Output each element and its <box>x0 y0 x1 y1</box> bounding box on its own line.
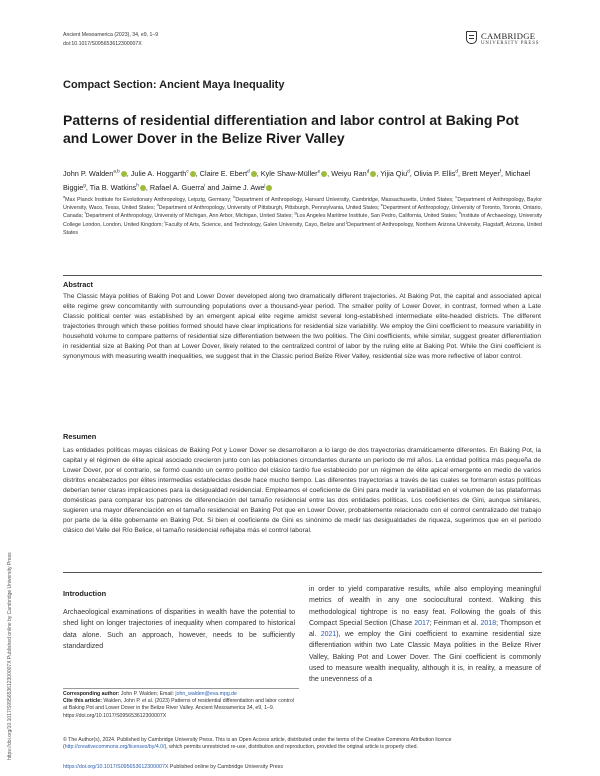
orcid-icon[interactable] <box>264 182 272 191</box>
cambridge-shield-icon <box>466 31 477 44</box>
author-name[interactable]: Kyle Shaw-Müller$^e$ <box>261 169 327 178</box>
affiliations <box>63 196 542 237</box>
intro-text-4: ), we employ the Gini coefficient to examine residential size differentiation within two Late Classic Maya polities in the Belize River Valley, Baking Pot and Lower Dover. The Gini coefficient is commonly used to measure wealth inequality, although it is, in reality, a measure of the unevenness of a <box>309 631 542 684</box>
corresponding-author: Corresponding author: John P. Walden; Email: john_walden@eva.mpg.de <box>63 691 237 697</box>
author-affiliation-marker: i <box>204 182 206 188</box>
orcid-icon[interactable] <box>370 171 376 177</box>
publisher-subtitle: UNIVERSITY PRESS <box>481 41 540 46</box>
affiliation-text: Max Planck Institute for Evolutionary Anthropology, Leipzig, Germany; <box>65 197 234 203</box>
copyright-notice: © The Author(s), 2024. Published by Cambridge University Press. This is an Open Access article, distributed under the terms of the Creative Commons Attribution licence (http://creativecommons.org/licenses/by/4.0/), which permits unrestricted re-use, distribution and reproduction, provided the original article is properly cited. <box>63 737 452 751</box>
affiliation-marker: j <box>346 219 348 224</box>
footer-doi-link[interactable]: https://doi.org/10.1017/S095653612300007X <box>63 764 169 770</box>
author-affiliation-marker: c <box>186 168 189 174</box>
author-affiliation-marker: d <box>247 168 250 174</box>
affiliation-text: Faculty of Arts, Science, and Technology, Galen University, Cayo, Belize and <box>165 221 347 228</box>
affiliation-text: Los Angeles Maritime Institute, San Pedro, California, United States; <box>296 213 459 220</box>
publisher-name: CAMBRIDGE <box>481 31 536 41</box>
orcid-icon[interactable] <box>321 171 327 177</box>
author-name[interactable]: Claire E. Ebert$^d$ <box>200 169 257 178</box>
abstract-heading: Abstract <box>63 280 93 289</box>
author-name[interactable]: Michael Biggie$^g$ <box>63 169 531 193</box>
resumen-text: Las entidades políticas mayas clásicas de Baking Pot y Lower Dover se desarrollaron a lo largo de dos trayectorias dramáticamente diferentes. En Baking Pot, la capital y el régimen de élite apical asociado crecieron junto con las poblaciones circundantes durante un período de mil años. La entidad política más pequeña de Lower Dover, por el contrario, se formó cuando un centro político del clásico tardío fue establecido por un régimen de élite apical emergente en medio de varios distritos encabezados por élites intermedias establecidas desde hace mucho tiempo. Las diferentes trayectorias a través de las cuales se formaron estas políticas deberían tener claras implicaciones para la desigualdad residencial. Empleamos el coeficiente de Gini para medir la variabilidad en el volumen de las plataformas domésticas para comparar los patrones de diferenciación del tamaño residencial entre las dos entidades políticas. Los coeficientes de Gini, aunque similares, sugieren una mayor diferenciación en el tamaño residencial en Baking Pot que en Lower Dover, probablemente relacionado con el control centralizado del trabajo por parte de la élite gobernante en Baking Pot. Si bien el coeficiente de Gini es sinónimo de medir las desigualdades de riqueza, sugerimos que en el período clásico del Valle del Río Belice, el tamaño residencial reflejaba más el control laboral. <box>63 447 541 534</box>
abstract-bottom-rule <box>63 572 542 573</box>
affiliation-marker: a <box>63 195 66 200</box>
abstract-text: The Classic Maya polities of Baking Pot and Lower Dover developed along two dramatically different trajectories. At Baking Pot, the capital and associated apical elite regime grew concomitantly with surrounding populations over a thousand-year period. The smaller polity of Lower Dover, in contrast, formed when a Late Classic political center was established by an emergent apical elite regime amidst several long-established intermediate elite-headed districts. The different trajectories through which these polities formed should have clear implications for residential size variability. We employ the Gini coefficient to measure variability in household volume to compare patterns of residential size differentiation between the two polities. The Gini coefficients, while similar, suggest greater differentiation in residential size at Baking Pot than at Lower Dover, likely related to the centralized control of labor by the ruling elite at Baking Pot. While the Gini coefficient is synonymous with measuring wealth inequalities, we suggest that in the Classic period Belize River Valley, residential size was more reflective of labor control. <box>63 293 541 360</box>
orcid-icon[interactable] <box>251 171 257 177</box>
intro-text-1: in order to yield comparative results, while also employing meaningful metrics of wealth in any one sociocultural context. Walking this methodological tightrope is no easy feat. Following the goals of this Compact Special Section (Chase <box>309 586 541 627</box>
citation-feinman[interactable]: 2018 <box>480 619 497 627</box>
affiliation-text: Department of Anthropology, University of Michigan, Ann Arbor, Michigan, United States; <box>85 213 295 220</box>
intro-text-2: ; Feinman et al. <box>429 619 481 627</box>
affiliation-marker: b <box>233 195 236 200</box>
author-name[interactable]: Weiyu Ran$^d$ <box>331 169 376 178</box>
affiliation-text: Department of Anthropology, Baylor University, Waco, Texas, United States; <box>63 197 542 212</box>
intro-text-3: ; Thompson et al. <box>309 619 541 639</box>
section-label: Compact Section: Ancient Maya Inequality <box>63 79 285 91</box>
affiliation-text: Department of Anthropology, Northern Arizona University, Flagstaff, Arizona, United States <box>63 221 542 236</box>
cite-this-article: Cite this article: Walden, John P. et al. (2023) Patterns of residential differentiation and labor control at Baking Pot and Lower Dover in the Belize River Valley. Ancient Mesoamerica 34, e9, 1–9. https://doi.org/10.1017/S095653612300007X <box>63 698 294 719</box>
side-watermark: https://doi.org/10.1017/S095653612300007X Published online by Cambridge University Press <box>7 552 13 760</box>
article-doi[interactable]: doi:10.1017/S095653612300007X <box>63 41 142 47</box>
article-notes <box>63 691 299 720</box>
author-affiliation-marker: h <box>136 182 139 188</box>
affiliation-marker: g <box>294 211 297 216</box>
resumen-heading: Resumen <box>63 432 97 441</box>
page-footer: https://doi.org/10.1017/S095653612300007X Published online by Cambridge University Press <box>63 764 283 770</box>
author-affiliation-marker: g <box>83 182 86 188</box>
introduction-right-column <box>309 584 541 686</box>
citation-thompson[interactable]: 2021 <box>320 631 337 639</box>
author-affiliation-marker: j <box>264 182 266 188</box>
affiliation-text: Institute of Archaeology, University College London, London, United Kingdom; <box>63 213 543 228</box>
affiliation-marker: c <box>455 195 458 200</box>
author-list: John P. Walden$^{a,b}$ , Julie A. Hoggarth$^c$ , Claire E. Ebert$^d$ , Kyle Shaw-Müller$^e$ , Weiyu Ran$^d$ , Yijia Qiu$^d$, Olivia P. Ellis$^d$, Brett Meyer$^f$, Michael Biggie$^g$, Tia B. Watkins$^h$ , Rafael A. Guerra$^i$ and Jaime J. Awe$^j$ <box>63 168 531 193</box>
author-name[interactable]: Brett Meyer$^f$ <box>462 168 502 178</box>
affiliation-marker: e <box>380 203 383 208</box>
author-affiliation-marker: f <box>499 168 502 174</box>
author-name[interactable]: Olivia P. Ellis$^d$ <box>413 168 458 178</box>
author-affiliation-marker: a,b <box>113 168 120 174</box>
affiliation-marker: h <box>458 211 461 216</box>
affiliation-marker: f <box>84 211 86 216</box>
introduction-heading: Introduction <box>63 589 107 598</box>
orcid-icon[interactable] <box>121 171 127 177</box>
author-affiliation-marker: e <box>317 168 321 174</box>
corresponding-rule <box>63 688 299 689</box>
affiliation-text: Department of Anthropology, University of Toronto, Toronto, Ontario, Canada; <box>63 205 542 220</box>
author-affiliation-marker: d <box>455 168 458 174</box>
author-affiliation-marker: d <box>366 168 370 174</box>
journal-citation: Ancient Mesoamerica (2023), 34, e9, 1–9 <box>63 32 159 38</box>
author-name[interactable]: Julie A. Hoggarth$^c$ <box>131 169 196 178</box>
author-email-link[interactable]: john_walden@eva.mpg.de <box>175 691 237 697</box>
article-title: Patterns of residential differentiation and labor control at Baking Pot and Lower Dover in the Belize River Valley <box>63 112 519 146</box>
author-name[interactable]: Jaime J. Awe$^j$ <box>222 183 273 192</box>
introduction-left-column: Archaeological examinations of disparities in wealth have the potential to shed light on longer trajectories of inequality when compared to historical data alone. Such an approach, however, needs to be sufficiently standardized <box>63 609 295 650</box>
affiliation-text: Department of Anthropology, University of Pittsburgh, Pittsburgh, Pennsylvania, United States; <box>158 205 381 212</box>
author-name[interactable]: Rafael A. Guerra$^i$ <box>149 182 206 193</box>
citation-chase[interactable]: 2017 <box>414 619 430 627</box>
abstract-top-rule <box>63 275 542 276</box>
author-name[interactable]: John P. Walden$^{a,b}$ <box>63 169 127 178</box>
author-name[interactable]: Tia B. Watkins$^h$ <box>90 183 146 192</box>
author-affiliation-marker: d <box>407 168 410 174</box>
affiliation-marker: d <box>156 203 159 208</box>
author-name[interactable]: Yijia Qiu$^d$ <box>380 168 410 178</box>
orcid-icon[interactable] <box>190 171 196 177</box>
publisher-logo[interactable] <box>466 30 540 56</box>
affiliation-text: Department of Anthropology, Harvard University, Cambridge, Massachusetts, United States; <box>235 197 456 203</box>
license-link[interactable]: http://creativecommons.org/licenses/by/4.0/ <box>64 744 165 751</box>
affiliation-marker: i <box>164 219 166 224</box>
orcid-icon[interactable] <box>140 185 146 191</box>
